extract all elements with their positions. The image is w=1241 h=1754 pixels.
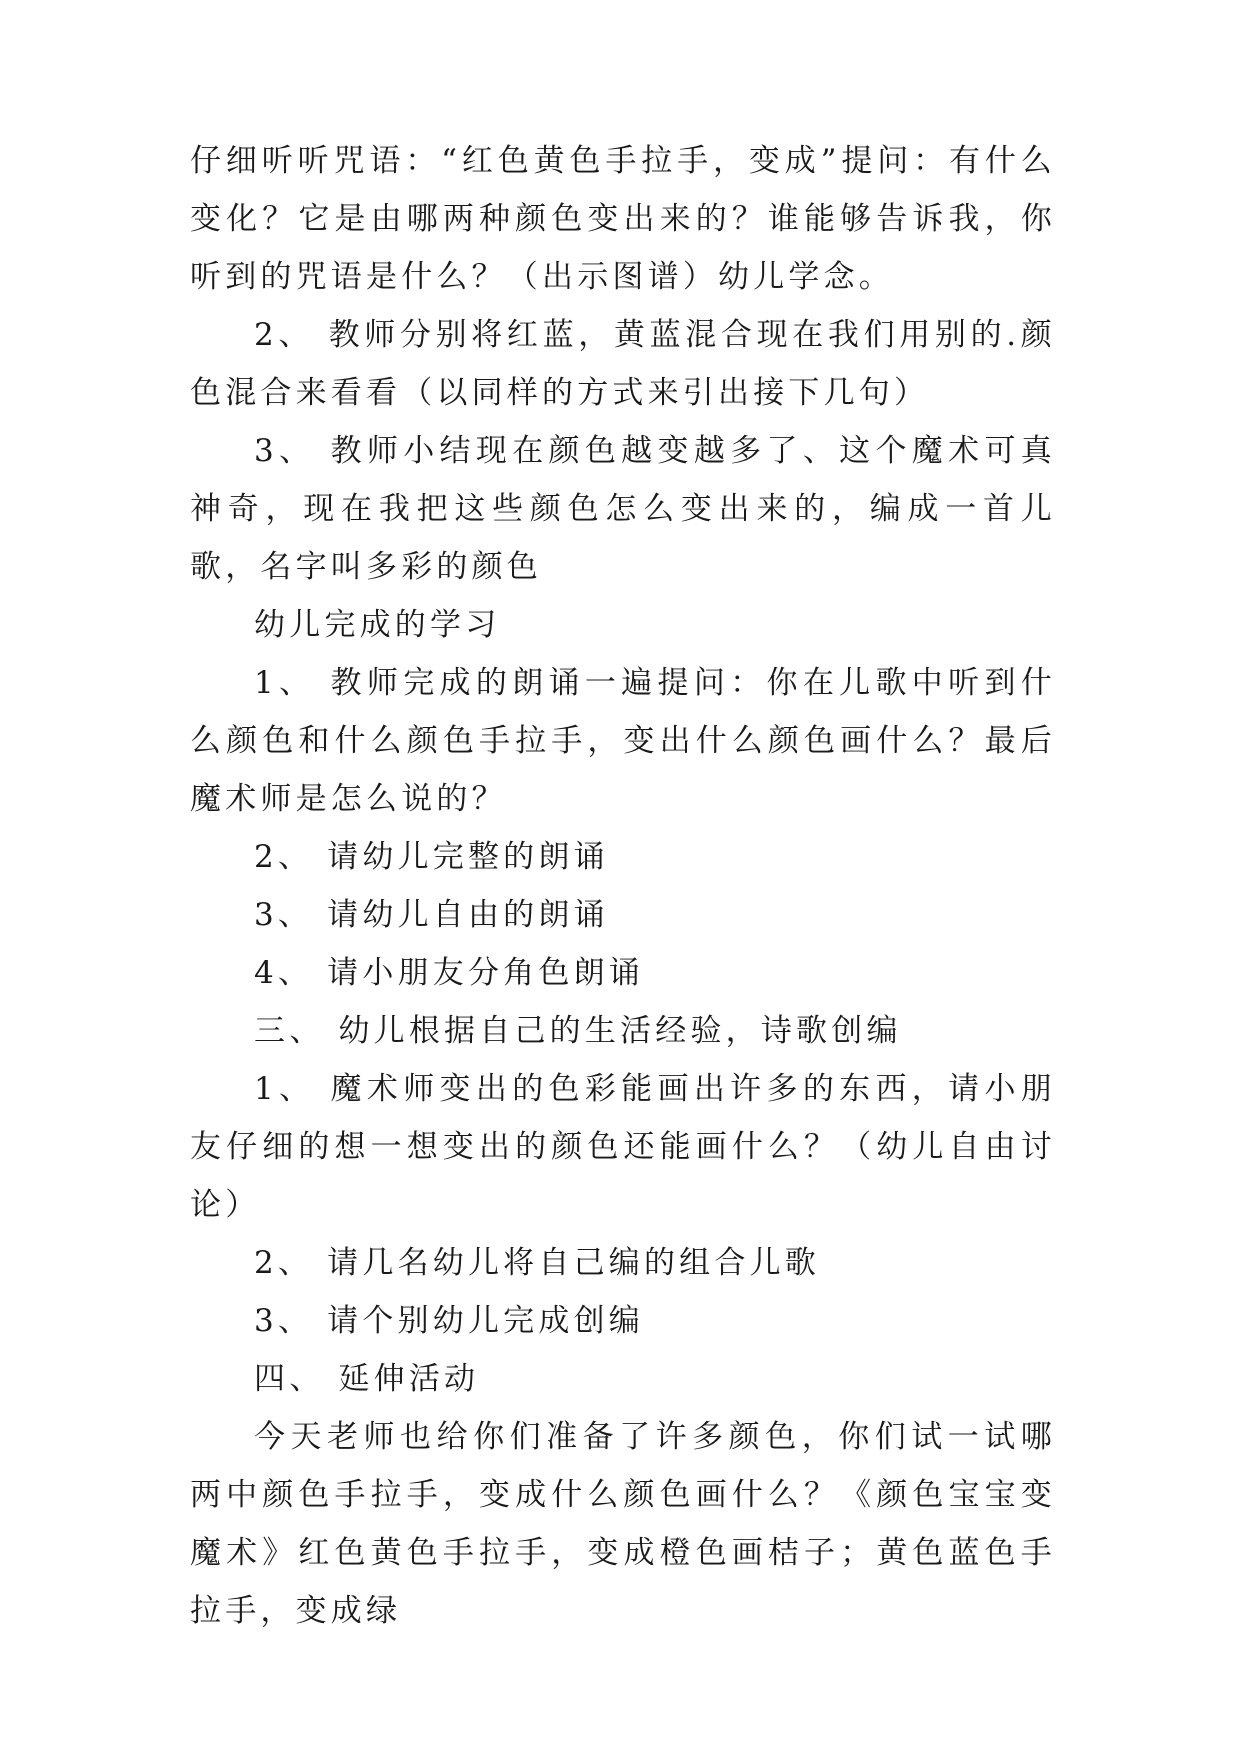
paragraph-step-3-summary: 3、 教师小结现在颜色越变越多了、这个魔术可真神奇，现在我把这些颜色怎么变出来的，编成一首儿歌，名字叫多彩的颜色 [190, 433, 1056, 585]
paragraph-creation-2: 2、 请几名幼儿将自己编的组合儿歌 [254, 1245, 820, 1281]
paragraph-learning-3: 3、 请幼儿自由的朗诵 [254, 897, 609, 933]
paragraph-creation-3: 3、 请个别幼儿完成创编 [254, 1303, 644, 1339]
paragraph-creation-1: 1、 魔术师变出的色彩能画出许多的东西，请小朋友仔细的想一想变出的颜色还能画什么？（幼儿自由讨论） [190, 1071, 1056, 1223]
paragraph-extension: 今天老师也给你们准备了许多颜色，你们试一试哪两中颜色手拉手，变成什么颜色画什么？《颜色宝宝变魔术》红色黄色手拉手，变成橙色画桔子；黄色蓝色手拉手，变成绿 [190, 1419, 1056, 1629]
paragraph-learning-2: 2、 请幼儿完整的朗诵 [254, 839, 609, 875]
paragraph-intro: 仔细听听咒语：“红色黄色手拉手，变成”提问：有什么变化？它是由哪两种颜色变出来的？谁能够告诉我，你听到的咒语是什么？（出示图谱）幼儿学念。 [190, 143, 1056, 295]
section-heading-three: 三、 幼儿根据自己的生活经验，诗歌创编 [254, 1013, 902, 1049]
section-heading-four: 四、 延伸活动 [254, 1361, 480, 1397]
paragraph-step-2-mixing: 2、 教师分别将红蓝，黄蓝混合现在我们用别的.颜色混合来看看（以同样的方式来引出接下几句） [190, 317, 1056, 411]
paragraph-learning-1: 1、 教师完成的朗诵一遍提问：你在儿歌中听到什么颜色和什么颜色手拉手，变出什么颜色画什么？最后魔术师是怎么说的？ [190, 665, 1056, 817]
section-heading-learning: 幼儿完成的学习 [254, 607, 501, 643]
document-body [190, 132, 1056, 1640]
paragraph-learning-4: 4、 请小朋友分角色朗诵 [254, 955, 644, 991]
